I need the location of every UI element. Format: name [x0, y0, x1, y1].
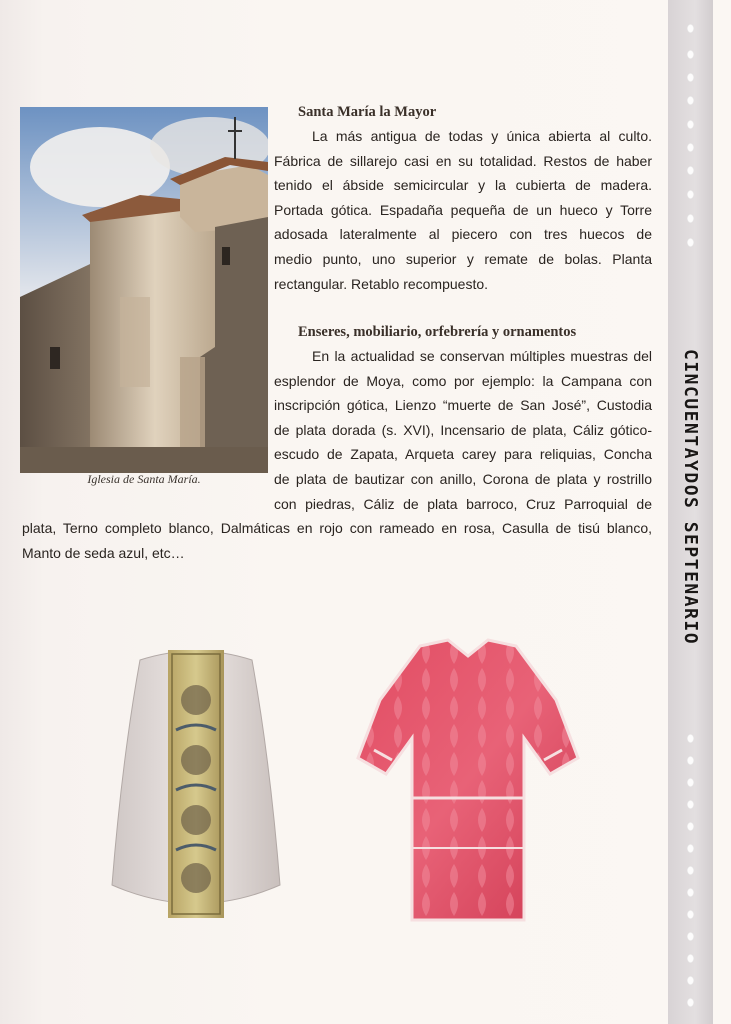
sidebar-dot: [687, 120, 694, 129]
sidebar-dot: [687, 998, 694, 1007]
sidebar-dot: [687, 73, 694, 82]
sidebar-dot: [687, 238, 694, 247]
text-line: Fábrica de sillarejo casi en su totalidad. Restos de haber: [274, 152, 652, 169]
text-line: En la actualidad se conservan múltiples muestras del: [312, 348, 652, 364]
sidebar-dot: [687, 954, 694, 963]
section-body-enseres: [274, 344, 652, 516]
red-dalmatic-photo: [356, 638, 580, 932]
text-line: con piedras, Cáliz de plata barroco, Cruz Parroquial de: [274, 495, 652, 512]
sidebar-dot: [687, 778, 694, 787]
section-body-enseres-wide: [22, 516, 652, 565]
section-title-enseres: Enseres, mobiliario, orfebrería y ornamentos: [298, 324, 577, 340]
text-line: tenido el ábside semicircular y la cubierta de madera.: [274, 177, 652, 194]
text-line: plata, Terno completo blanco, Dalmáticas en rojo con rameado en rosa, Casulla de tisú blanco,: [22, 520, 652, 536]
sidebar-dot: [687, 50, 694, 59]
sidebar-vertical-title: [668, 272, 713, 722]
sidebar-dot: [687, 800, 694, 809]
sidebar-dot: [687, 734, 694, 743]
sidebar-dot: [687, 24, 694, 33]
sidebar-dot: [687, 822, 694, 831]
sidebar-dot: [687, 166, 694, 175]
text-line: esplendor de Moya, como por ejemplo: la Campana con: [274, 372, 652, 389]
sidebar-dot: [687, 976, 694, 985]
text-line: Portada gótica. Espadaña pequeña de un hueco y Torre: [274, 201, 652, 218]
text-line: de plata dorada (s. XVI), Incensario de plata, Cáliz gótico-: [274, 421, 652, 438]
text-line: Manto de seda azul, etc…: [22, 544, 185, 561]
photo-caption: Iglesia de Santa María.: [87, 472, 201, 486]
section-body-santa-maria: [274, 124, 652, 296]
sidebar-dot: [687, 190, 694, 199]
text-line: inscripción gótica, Lienzo “muerte de San José”, Custodia: [274, 397, 652, 414]
sidebar-dot: [687, 214, 694, 223]
text-line: escudo de Zapata, Arqueta carey para reliquias, Concha: [274, 446, 652, 463]
text-line: rectangular. Retablo recompuesto.: [274, 275, 489, 292]
sidebar-dot: [687, 844, 694, 853]
section-title-santa-maria: Santa María la Mayor: [298, 104, 437, 120]
sidebar-dot: [687, 756, 694, 765]
sidebar-dot: [687, 866, 694, 875]
sidebar-dot: [687, 910, 694, 919]
sidebar-title-text: CINCUENTAYDOS SEPTENARIO: [680, 348, 701, 646]
sidebar-dot: [687, 932, 694, 941]
sidebar-dot: [687, 96, 694, 105]
text-line: La más antigua de todas y única abierta al culto.: [312, 128, 652, 144]
church-photo: [20, 107, 268, 473]
text-line: medio punto, uno superior y remate de bolas. Planta: [274, 250, 652, 267]
white-chasuble-photo: [110, 640, 282, 922]
text-line: adosada lateralmente al piecero con tres huecos de: [274, 226, 652, 243]
text-line: de plata de bautizar con anillo, Corona de plata y rostrillo: [274, 470, 652, 487]
sidebar-dot: [687, 143, 694, 152]
sidebar-dot: [687, 888, 694, 897]
